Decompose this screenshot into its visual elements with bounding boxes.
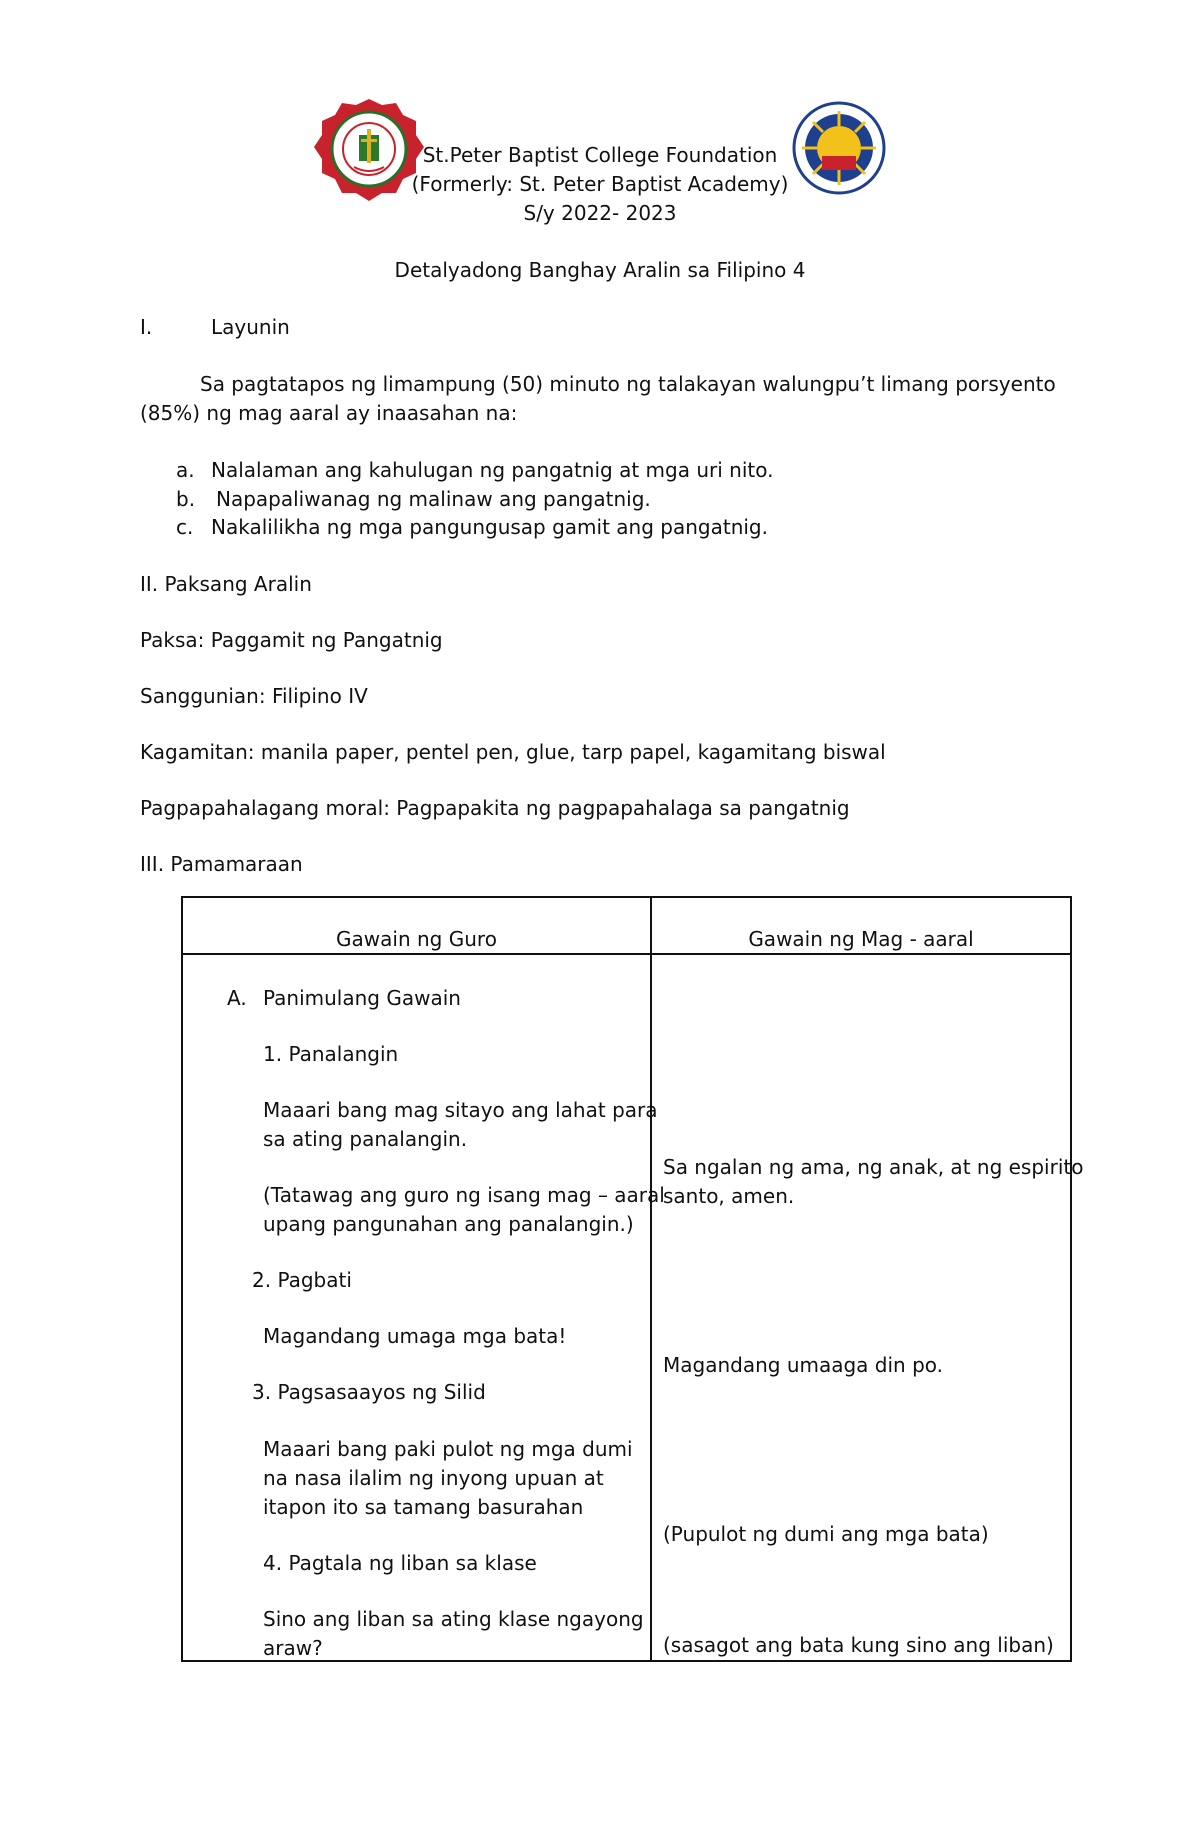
sanggunian-line: Sanggunian: Filipino IV (140, 684, 368, 708)
guro-item-1-note-1: (Tatawag ang guro ng isang mag – aaral (263, 1183, 665, 1207)
document-title: Detalyadong Banghay Aralin sa Filipino 4 (394, 258, 806, 282)
guro-item-1-line-1: Maaari bang mag sitayo ang lahat para (263, 1098, 658, 1122)
section-1-title: Layunin (211, 315, 290, 339)
guro-item-4-title: 4. Pagtala ng liban sa klase (263, 1551, 537, 1575)
section-1-number: I. (140, 315, 153, 339)
section-3-title: III. Pamamaraan (140, 852, 303, 876)
kagamitan-line: Kagamitan: manila paper, pentel pen, glue, tarp papel, kagamitang biswal (140, 740, 886, 764)
guro-section-a-marker: A. (227, 986, 247, 1010)
table-header-divider (181, 953, 1072, 955)
magaaral-response-1-line-2: santo, amen. (663, 1184, 795, 1208)
section-1-paragraph-line-1: Sa pagtatapos ng limampung (50) minuto ng talakayan walungpu’t limang porsyento (200, 372, 1056, 396)
objective-a-marker: a. (176, 458, 195, 482)
objective-c-marker: c. (176, 515, 194, 539)
guro-item-1-note-2: upang pangunahan ang panalangin.) (263, 1212, 634, 1236)
magaaral-response-3: (Pupulot ng dumi ang mga bata) (663, 1522, 989, 1546)
section-2-title: II. Paksang Aralin (140, 572, 312, 596)
guro-item-3-line-3: itapon ito sa tamang basurahan (263, 1495, 584, 1519)
guro-item-4-line-1: Sino ang liban sa ating klase ngayong (263, 1607, 644, 1631)
section-1-paragraph-line-2: (85%) ng mag aaral ay inaasahan na: (140, 401, 518, 425)
guro-section-a-title: Panimulang Gawain (263, 986, 461, 1010)
guro-item-3-line-1: Maaari bang paki pulot ng mga dumi (263, 1437, 633, 1461)
guro-item-1-title: 1. Panalangin (263, 1042, 399, 1066)
magaaral-response-4: (sasagot ang bata kung sino ang liban) (663, 1633, 1054, 1657)
table-header-magaaral: Gawain ng Mag - aaral (748, 927, 974, 951)
guro-item-3-title: 3. Pagsasaayos ng Silid (252, 1380, 486, 1404)
guro-item-4-line-2: araw? (263, 1636, 323, 1660)
objective-c-text: Nakalilikha ng mga pangungusap gamit ang pangatnig. (211, 515, 768, 539)
school-name: St.Peter Baptist College Foundation (422, 143, 778, 167)
objective-b-text: Napapaliwanag ng malinaw ang pangatnig. (216, 487, 651, 511)
school-formerly: (Formerly: St. Peter Baptist Academy) (411, 172, 789, 196)
objective-a-text: Nalalaman ang kahulugan ng pangatnig at mga uri nito. (211, 458, 774, 482)
pagpapahalaga-line: Pagpapahalagang moral: Pagpapakita ng pagpapahalaga sa pangatnig (140, 796, 850, 820)
school-year: S/y 2022- 2023 (523, 201, 677, 225)
magaaral-response-2: Magandang umaaga din po. (663, 1353, 944, 1377)
objective-b-marker: b. (176, 487, 196, 511)
table-column-divider (650, 896, 652, 1662)
guro-item-2-title: 2. Pagbati (252, 1268, 352, 1292)
guro-item-1-line-2: sa ating panalangin. (263, 1127, 468, 1151)
guro-item-2-line-1: Magandang umaga mga bata! (263, 1324, 567, 1348)
paksa-line: Paksa: Paggamit ng Pangatnig (140, 628, 443, 652)
table-header-guro: Gawain ng Guro (336, 927, 497, 951)
magaaral-response-1-line-1: Sa ngalan ng ama, ng anak, at ng espirito (663, 1155, 1084, 1179)
guro-item-3-line-2: na nasa ilalim ng inyong upuan at (263, 1466, 604, 1490)
